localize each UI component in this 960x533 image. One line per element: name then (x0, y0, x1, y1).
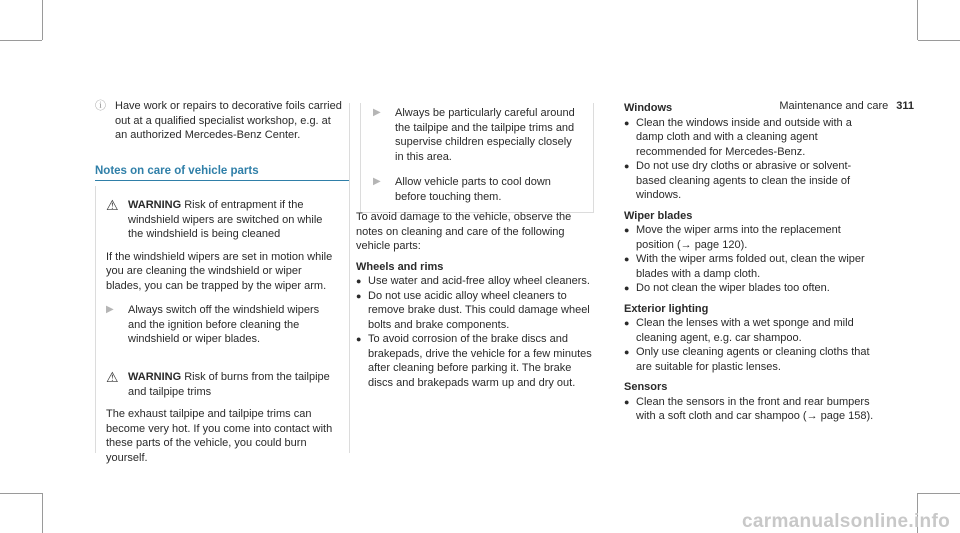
action-text: Always switch off the windshield wipers and the ignition before cleaning the windshield or wiper blades. (128, 304, 320, 345)
wheels-list (356, 274, 596, 390)
sensors-list (624, 395, 874, 424)
list-item: ● Clean the lenses with a wet sponge and mild cleaning agent, e.g. car shampoo. (624, 317, 854, 344)
wheels-heading: Wheels and rims (356, 260, 444, 273)
action-item (361, 103, 593, 172)
section-rule (95, 180, 349, 181)
action-text: Always be particularly careful around the tailpipe and the tailpipe trims and supervise children especially closely in this area. (395, 107, 575, 163)
warning-heading: Risk of burns from the tailpipe and tailpipe trims (128, 371, 330, 398)
action-item (361, 172, 593, 212)
list-item: ● Do not use dry cloths or abrasive or solvent-based cleaning agents to clean the inside of windows. (624, 160, 852, 201)
list-item: ● Use water and acid-free alloy wheel cleaners. (356, 275, 590, 287)
warning-triangle-icon: ⚠ (106, 369, 119, 385)
action-text: Allow vehicle parts to cool down before touching them. (395, 176, 551, 203)
list-item: ● Do not clean the wiper blades too often. (624, 282, 830, 294)
crop-mark (918, 493, 960, 494)
intro-text: To avoid damage to the vehicle, observe the notes on cleaning and care of the following vehicle parts: (356, 211, 572, 252)
warning-body: The exhaust tailpipe and tailpipe trims can become very hot. If you come into contact with these parts of the vehicle, you could burn yourself. (106, 408, 333, 464)
warning-triangle-icon: ⚠ (106, 197, 119, 213)
watermark: carmanualsonline.info (742, 510, 950, 532)
warning-heading: Risk of entrapment if the windshield wipers are switched on while the windshield is being cleaned (128, 199, 323, 240)
list-item: ● With the wiper arms folded out, clean the wiper blades with a damp cloth. (624, 253, 865, 280)
crop-mark (918, 40, 960, 41)
warning-continuation (360, 103, 594, 213)
lighting-heading: Exterior lighting (624, 302, 709, 315)
arrow-right-icon: ▶ (373, 176, 381, 187)
warning-body: If the windshield wipers are set in motion while you are cleaning the windshield or wiper blades, you can be trapped by the wiper arm. (106, 250, 333, 292)
column-divider (349, 103, 350, 453)
list-item: ● To avoid corrosion of the brake discs and brakepads, drive the vehicle for a few minutes after cleaning before parking it. The brake discs and brakepads warm up and dry out. (356, 333, 592, 389)
warning-label: WARNING (128, 199, 182, 211)
crop-mark (0, 40, 42, 41)
windows-list (624, 116, 874, 203)
note-text: Have work or repairs to decorative foils carried out at a qualified specialist workshop, e.g. at an authorized Mercedes-Benz Center. (115, 100, 342, 141)
action-item (96, 293, 350, 359)
list-item: ● Clean the windows inside and outside with a damp cloth and with a cleaning agent recommended for Mercedes-Benz. (624, 116, 852, 158)
header-section: Maintenance and care (779, 100, 889, 112)
sensors-heading: Sensors (624, 381, 668, 393)
crop-mark (42, 493, 43, 533)
windows-heading: Windows (624, 102, 673, 114)
warning-header (96, 186, 350, 242)
crop-mark (0, 493, 42, 494)
info-icon: ⓘ (95, 100, 106, 112)
arrow-right-icon: ▶ (106, 304, 114, 315)
list-item: ● Move the wiper arms into the replacement position (→ page 120). (624, 224, 841, 251)
wiper-list (624, 223, 874, 296)
wiper-heading: Wiper blades (624, 209, 693, 222)
warning-box-entrapment (95, 186, 350, 360)
section-title: Notes on care of vehicle parts (95, 165, 259, 177)
arrow-right-icon: ▶ (373, 107, 381, 118)
crop-mark (917, 0, 918, 40)
page-number: 311 (896, 100, 914, 112)
info-note (95, 99, 345, 143)
right-column (624, 101, 874, 424)
crop-mark (42, 0, 43, 40)
warning-label: WARNING (128, 371, 182, 383)
middle-column (356, 210, 596, 390)
lighting-list (624, 316, 874, 374)
list-item: ● Clean the sensors in the front and rear bumpers with a soft cloth and car shampoo (→ page 158). (624, 395, 874, 422)
list-item: ● Only use cleaning agents or cleaning cloths that are suitable for plastic lenses. (624, 346, 870, 373)
warning-header (96, 358, 350, 399)
list-item: ● Do not use acidic alloy wheel cleaners to remove brake dust. This could damage wheel bolts and brake components. (356, 289, 590, 331)
warning-box-burns (95, 358, 350, 464)
